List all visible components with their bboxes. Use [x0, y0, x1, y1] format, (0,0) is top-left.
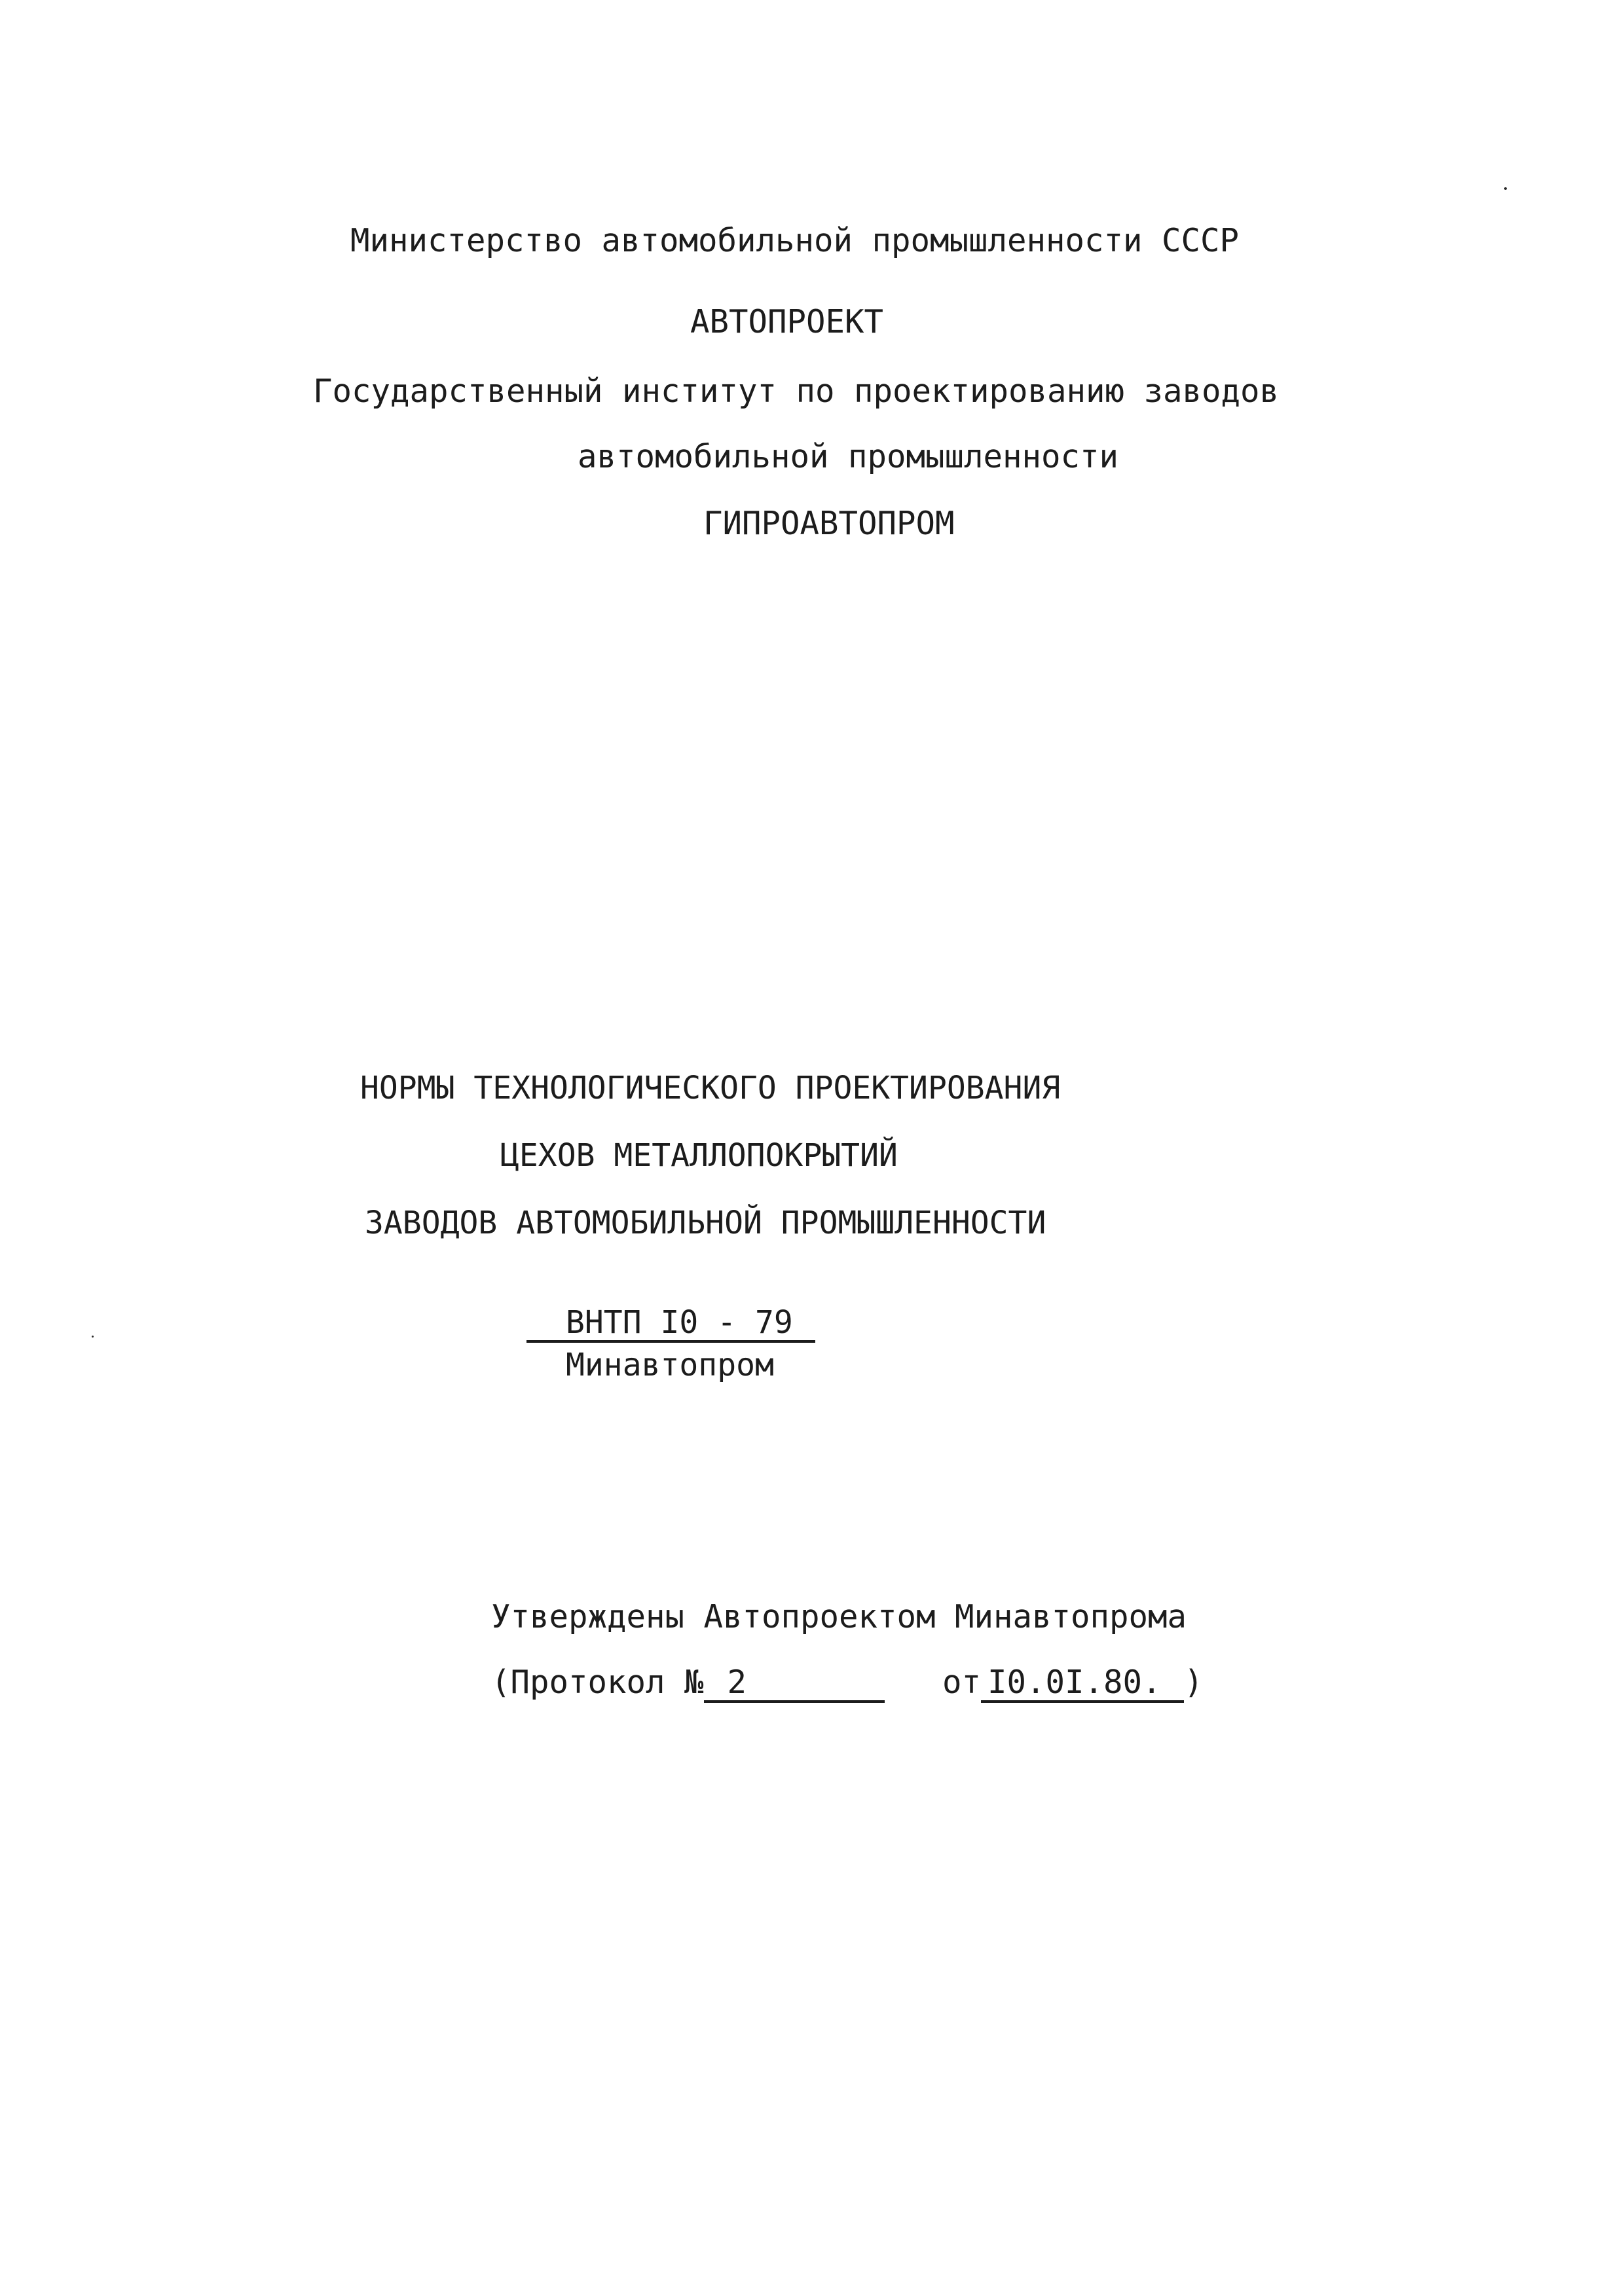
org-short-name: АВТОПРОЕКТ	[690, 303, 884, 340]
institute-name-line1: Государственный институт по проектированию заводов	[313, 373, 1280, 410]
protocol-prefix: (Протокол №	[491, 1664, 704, 1701]
protocol-number: 2	[704, 1665, 885, 1703]
doc-title-line2: ЦЕХОВ МЕТАЛЛОПОКРЫТИЙ	[500, 1137, 898, 1174]
designation-ministry: Минавтопром	[566, 1347, 774, 1383]
protocol-closing-paren: )	[1184, 1664, 1204, 1701]
designation-code-line	[526, 1303, 815, 1343]
ministry-heading: Министерство автомобильной промышленности СССР	[350, 222, 1240, 259]
protocol-date: I0.0I.80.	[981, 1665, 1184, 1703]
institute-acronym: ГИПРОАВТОПРОМ	[703, 505, 955, 542]
protocol-line	[491, 1663, 1204, 1703]
approval-statement: Утверждены Автопроектом Минавтопрома	[491, 1598, 1187, 1635]
scan-speck	[1504, 187, 1507, 190]
designation-code: ВНТП I0 - 79	[526, 1305, 815, 1343]
date-prefix: от	[942, 1664, 982, 1701]
doc-title-line1: НОРМЫ ТЕХНОЛОГИЧЕСКОГО ПРОЕКТИРОВАНИЯ	[360, 1070, 1061, 1106]
scan-speck	[92, 1336, 94, 1338]
doc-title-line3: ЗАВОДОВ АВТОМОБИЛЬНОЙ ПРОМЫШЛЕННОСТИ	[365, 1205, 1046, 1241]
institute-name-line2: автомобильной промышленности	[578, 438, 1119, 475]
